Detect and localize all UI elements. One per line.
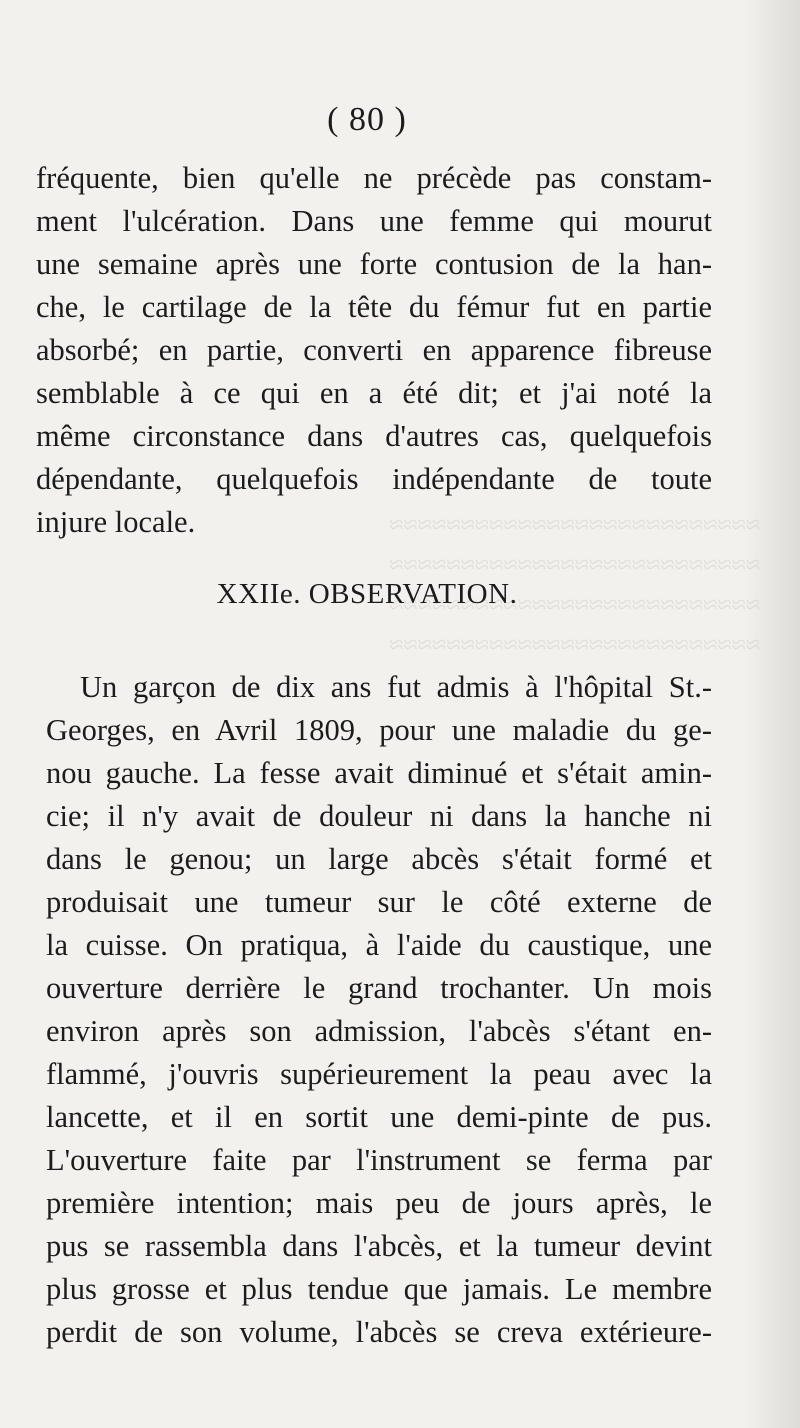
text-line: che, le cartilage de la tête du fémur fut en partie: [36, 290, 712, 324]
text-line: dans le genou; un large abcès s'était formé et: [46, 842, 712, 876]
text-line: injure locale.: [36, 505, 196, 539]
text-line: environ après son admission, l'abcès s'étant en-: [46, 1014, 712, 1048]
text-line: flammé, j'ouvris supérieurement la peau avec la: [46, 1057, 712, 1091]
text-line: la cuisse. On pratiqua, à l'aide du caustique, une: [46, 928, 712, 962]
page-number: ( 80 ): [327, 101, 407, 138]
text-line: pus se rassembla dans l'abcès, et la tumeur devint: [46, 1229, 712, 1263]
text-line: une semaine après une forte contusion de la han-: [36, 247, 712, 281]
text-line: ment l'ulcération. Dans une femme qui mourut: [36, 204, 712, 238]
text-line: produisait une tumeur sur le côté externe de: [46, 885, 712, 919]
text-line: semblable à ce qui en a été dit; et j'ai noté la: [36, 376, 712, 410]
text-line: perdit de son volume, l'abcès se creva extérieure-: [46, 1315, 712, 1349]
text-line: cie; il n'y avait de douleur ni dans la hanche ni: [46, 799, 712, 833]
text-line: lancette, et il en sortit une demi-pinte de pus.: [46, 1100, 712, 1134]
paragraph-1: [36, 157, 712, 544]
text-line: L'ouverture faite par l'instrument se ferma par: [46, 1143, 712, 1177]
text-line: nou gauche. La fesse avait diminué et s'était amin-: [46, 756, 712, 790]
section-heading: XXIIe. OBSERVATION.: [216, 578, 518, 610]
text-line: fréquente, bien qu'elle ne précède pas constam-: [36, 161, 712, 195]
text-line: première intention; mais peu de jours après, le: [46, 1186, 712, 1220]
text-line: Georges, en Avril 1809, pour une maladie du ge-: [46, 713, 712, 747]
text-line: absorbé; en partie, converti en apparence fibreuse: [36, 333, 712, 367]
text-line: même circonstance dans d'autres cas, quelquefois: [36, 419, 712, 453]
show-through-texture: ≈≈≈≈≈≈≈≈≈≈≈≈≈≈≈≈≈≈≈≈≈≈≈≈≈≈ ≈≈≈≈≈≈≈≈≈≈≈≈≈≈≈≈≈≈≈≈≈≈≈≈≈≈ ≈≈≈≈≈≈≈≈≈≈≈≈≈≈≈≈≈≈≈≈≈≈≈≈≈≈ ≈≈≈≈≈≈≈≈≈≈≈≈≈≈≈≈≈≈≈≈≈≈≈≈≈≈: [388, 510, 760, 659]
text-line: dépendante, quelquefois indépendante de toute: [36, 462, 712, 496]
text-line: Un garçon de dix ans fut admis à l'hôpital St.-: [80, 670, 712, 704]
text-line: ouverture derrière le grand trochanter. Un mois: [46, 971, 712, 1005]
paragraph-2: [46, 666, 712, 1354]
text-line: plus grosse et plus tendue que jamais. Le membre: [46, 1272, 712, 1306]
